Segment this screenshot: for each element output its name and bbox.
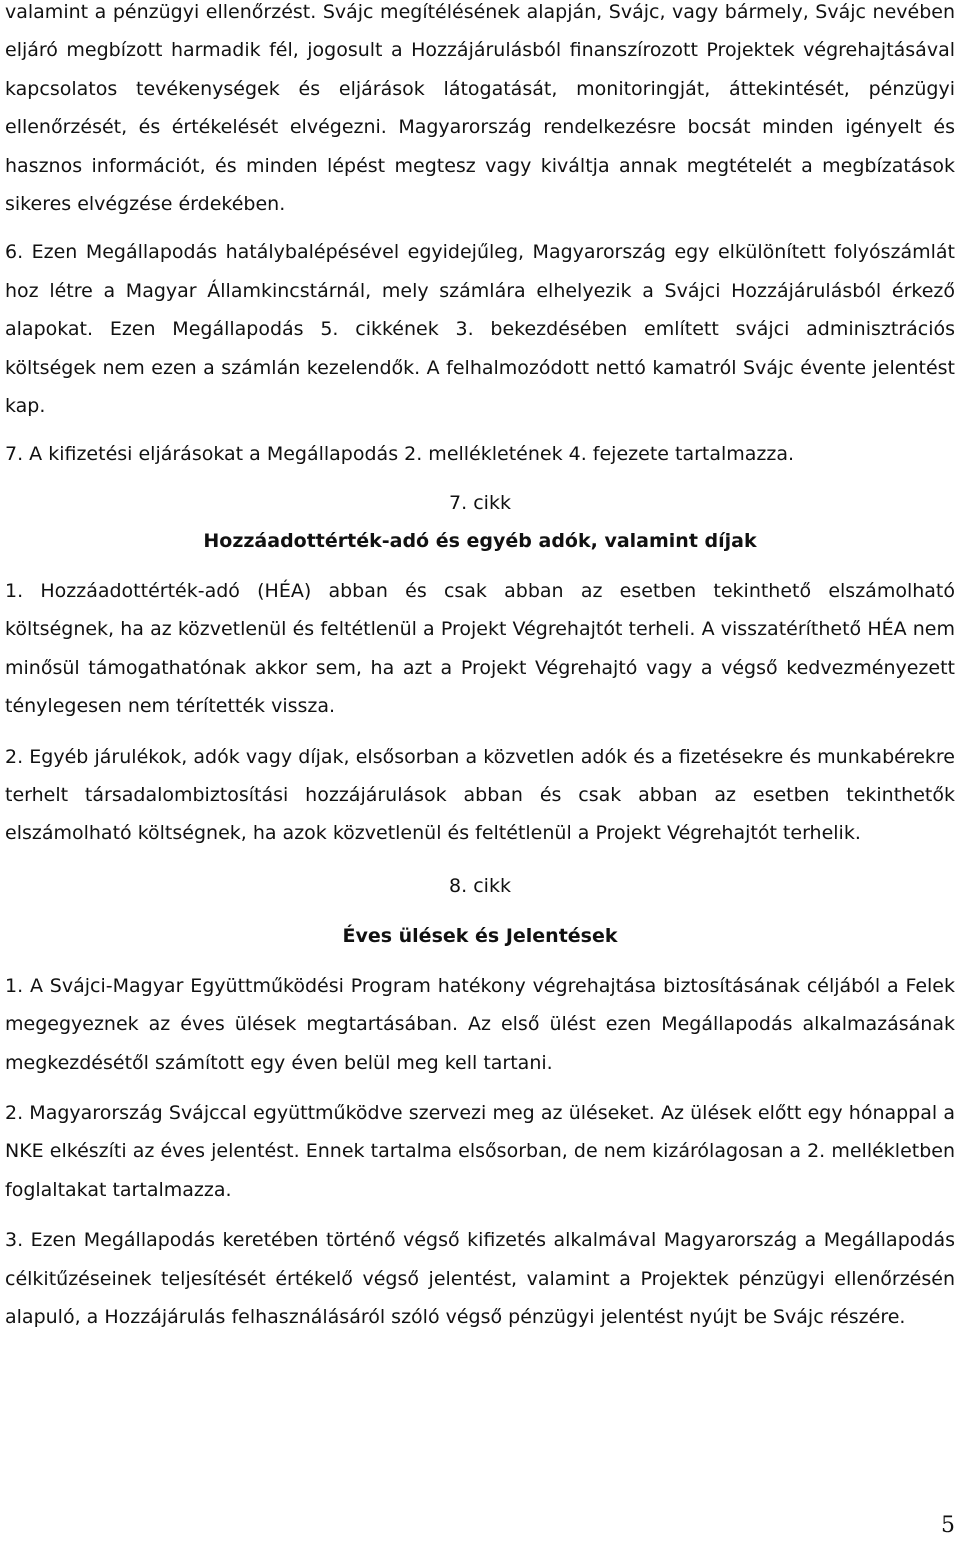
paragraph-7: 7. A kifizetési eljárásokat a Megállapodás 2. mellékletének 4. fejezete tartalmazza. <box>5 443 795 466</box>
article-7-paragraph-1: 1. Hozzáadottérték-adó (HÉA) abban és csak abban az esetben tekinthető elszámolható költségnek, ha az közvetlenül és feltétlenül a Projekt Végrehajtót terheli. A visszatéríthető HÉA nem minősül támogathatónak akkor sem, ha azt a Projekt Végrehajtó vagy a végső kedvezményezett ténylegesen nem térítették vissza. <box>5 579 955 718</box>
document-page <box>5 0 955 1336</box>
paragraph-6: 6. Ezen Megállapodás hatálybalépésével egyidejűleg, Magyarország egy elkülönített folyószámlát hoz létre a Magyar Államkincstárnál, mely számlára elhelyezik a Svájci Hozzájárulásból érkező alapokat. Ezen Megállapodás 5. cikkének 3. bekezdésében említett svájci adminisztrációs költségek nem ezen a számlán kezelendők. A felhalmozódott nettó kamatról Svájc évente jelentést kap. <box>5 241 955 418</box>
intro-paragraph: valamint a pénzügyi ellenőrzést. Svájc megítélésének alapján, Svájc, vagy bármely, Svájc nevében eljáró megbízott harmadik fél, jogosult a Hozzájárulásból finanszírozott Projektek végrehajtásával kapcsolatos tevékenységek és eljárások látogatását, monitoringját, áttekintését, pénzügyi ellenőrzését, és értékelését elvégezni. Magyarország rendelkezésre bocsát minden igényelt és hasznos információt, és minden lépést megtesz vagy kiváltja annak megtételét a megbízatások sikeres elvégzése érdekében. <box>5 1 955 216</box>
article-8-paragraph-2: 2. Magyarország Svájccal együttműködve szervezi meg az üléseket. Az ülések előtt egy hónappal a NKE elkészíti az éves jelentést. Ennek tartalma elsősorban, de nem kizárólagosan a 2. mellékletben foglaltakat tartalmazza. <box>5 1101 955 1201</box>
article-8-title: Éves ülések és Jelentések <box>342 924 618 947</box>
article-8-paragraph-3: 3. Ezen Megállapodás keretében történő végső kifizetés alkalmával Magyarország a Megállapodás célkitűzéseinek teljesítését értékelő végső jelentést, valamint a Projektek pénzügyi ellenőrzésén alapuló, a Hozzájárulás felhasználásáról szóló végső pénzügyi jelentést nyújt be Svájc részére. <box>5 1229 955 1328</box>
article-7-number: 7. cikk <box>449 491 511 514</box>
article-7-title: Hozzáadottérték-adó és egyéb adók, valamint díjak <box>203 529 757 552</box>
article-7-paragraph-2: 2. Egyéb járulékok, adók vagy díjak, elsősorban a közvetlen adók és a fizetésekre és munkabérekre terhelt társadalombiztosítási hozzájárulások abban és csak abban az esetben tekinthetők elszámolható költségnek, ha azok közvetlenül és feltétlenül a Projekt Végrehajtót terhelik. <box>5 745 955 845</box>
page-number: 5 <box>941 1513 955 1538</box>
article-8-number: 8. cikk <box>449 874 511 897</box>
article-8-paragraph-1: 1. A Svájci-Magyar Együttműködési Program hatékony végrehajtása biztosításának céljából a Felek megegyeznek az éves ülések megtartásában. Az első ülést ezen Megállapodás alkalmazásának megkezdésétől számított egy éven belül meg kell tartani. <box>5 974 955 1074</box>
